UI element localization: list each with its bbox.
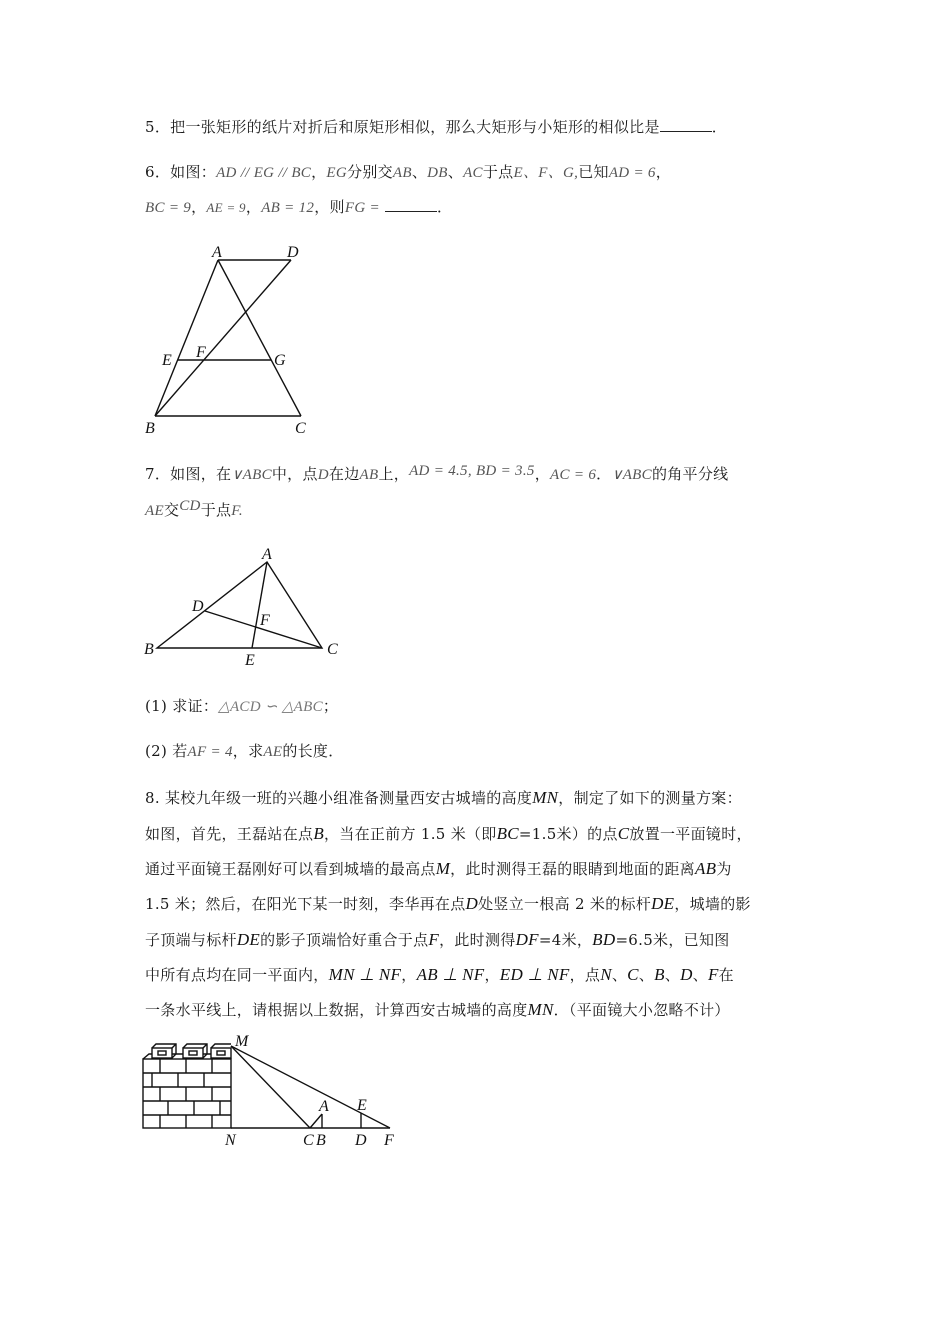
math: BC — [496, 824, 519, 843]
math: C — [627, 965, 639, 984]
math: ∨ABC — [611, 467, 652, 483]
text: ， — [401, 966, 417, 984]
math: M — [435, 859, 451, 878]
math: AB ⊥ NF — [416, 965, 485, 984]
math: B — [654, 965, 665, 984]
math: AB — [694, 859, 717, 878]
text: 放置一平面镜时， — [629, 825, 752, 843]
text: ，此时测得王磊的眼睛到地面的距离 — [450, 860, 695, 878]
q7-label-C: C — [327, 641, 338, 658]
q5-number: 5． — [145, 118, 171, 136]
q7-label-F: F — [260, 612, 270, 629]
text: 已知 — [578, 163, 609, 181]
math: N — [600, 965, 612, 984]
q8-label-B: B — [316, 1132, 326, 1149]
text: 通过平面镜王磊刚好可以看到城墙的最高点 — [145, 860, 436, 878]
math: MN — [532, 788, 559, 807]
q7-label-D: D — [192, 598, 204, 615]
math: AF = 4 — [187, 744, 233, 760]
math: AD = 6 — [608, 165, 656, 181]
q7-label-B: B — [144, 641, 154, 658]
text: ， — [655, 163, 672, 181]
math: EG — [326, 165, 348, 181]
math: AD // EG // BC — [216, 165, 312, 181]
text: ， — [311, 163, 327, 181]
q6-label-D: D — [287, 244, 299, 261]
math: DB — [427, 165, 448, 181]
q5-end: ． — [711, 118, 728, 136]
text: 、 — [664, 966, 681, 984]
text: ，当在正前方 1.5 米（即 — [324, 825, 497, 843]
text: 如图，首先，王磊站在点 — [145, 825, 314, 843]
math: D — [465, 894, 479, 913]
text: 、 — [411, 163, 428, 181]
text: ．（平面镜大小忽略不计） — [553, 1001, 730, 1019]
text: =6.5米，已知图 — [615, 931, 730, 949]
text: =1.5米）的点 — [518, 825, 618, 843]
text: 分别交 — [347, 163, 393, 181]
math: DF — [515, 930, 539, 949]
math: D — [317, 467, 329, 483]
text: ， — [245, 198, 262, 216]
text: 子顶端与标杆 — [145, 931, 237, 949]
text: ， — [534, 465, 551, 483]
text: (2) 若 — [145, 742, 188, 760]
text: 的角平分线 — [651, 465, 729, 483]
text: ． — [437, 198, 453, 216]
text: 、 — [447, 163, 464, 181]
math: AB — [359, 467, 379, 483]
text: ， — [191, 198, 207, 216]
math: AB — [392, 165, 412, 181]
q7-label-A: A — [262, 546, 272, 563]
math: DE — [651, 894, 675, 913]
text: ，制定了如下的测量方案： — [558, 789, 742, 807]
math: AE — [263, 744, 283, 760]
text: =4米， — [538, 931, 593, 949]
q6-label-C: C — [295, 420, 306, 437]
text: 8. 某校九年级一班的兴趣小组准备测量西安古城墙的高度 — [145, 789, 533, 807]
math: ∨ABC — [231, 467, 272, 483]
q6-label-B: B — [145, 420, 155, 437]
math: F — [428, 930, 440, 949]
text: 交 — [163, 501, 180, 519]
q8-label-A: A — [319, 1098, 329, 1115]
math: CD — [179, 498, 201, 514]
math: D — [680, 965, 693, 984]
text: ，城墙的影 — [674, 895, 751, 913]
math: AB = 12 — [261, 200, 315, 216]
q7-label-E: E — [245, 652, 255, 669]
text: 处竖立一根高 2 米的标杆 — [478, 895, 652, 913]
q8-label-F: F — [384, 1132, 394, 1149]
text: 、 — [611, 966, 628, 984]
math: F. — [231, 503, 243, 519]
text: 、 — [692, 966, 708, 984]
math: ED ⊥ NF — [499, 965, 570, 984]
math: MN — [527, 1000, 554, 1019]
text: 为 — [716, 860, 732, 878]
text: 在 — [718, 966, 734, 984]
math: AE = 9 — [206, 200, 246, 215]
q8-label-E: E — [357, 1097, 367, 1114]
math: DE — [236, 930, 261, 949]
math: E、F、G, — [513, 165, 579, 181]
math: F — [707, 965, 719, 984]
math: C — [617, 824, 630, 843]
text: 上， — [378, 465, 410, 483]
q6-label-F: F — [196, 344, 206, 361]
text: 1.5 米；然后，在阳光下某一时刻，李华再在点 — [145, 895, 466, 913]
math: B — [313, 824, 324, 843]
math: AD = 4.5, BD = 3.5 — [409, 463, 535, 479]
q8-label-C: C — [303, 1132, 314, 1149]
q6-label-E: E — [162, 352, 172, 369]
text: ，求 — [232, 742, 264, 760]
math: BD — [592, 930, 616, 949]
q5-text: 把一张矩形的纸片对折后和原矩形相似，那么大矩形与小矩形的相似比是 — [170, 118, 660, 136]
q6-number: 6． — [145, 163, 171, 181]
math: MN ⊥ NF — [328, 965, 402, 984]
text: ； — [322, 697, 339, 715]
text: 中所有点均在同一平面内， — [145, 966, 329, 984]
q6-label-G: G — [274, 352, 286, 369]
q8-label-N: N — [225, 1132, 236, 1149]
math: FG = — [344, 200, 380, 216]
q8-label-M: M — [235, 1033, 249, 1050]
text: 、 — [638, 966, 655, 984]
text: ，点 — [569, 966, 601, 984]
text: 的影子顶端恰好重合于点 — [260, 931, 429, 949]
q7-number: 7． — [145, 465, 171, 483]
text: 的长度． — [282, 742, 344, 760]
text: ． — [596, 465, 612, 483]
math: AC — [463, 165, 483, 181]
math: BC = 9 — [145, 200, 192, 216]
text: 于点 — [482, 163, 514, 181]
q8-label-D: D — [355, 1132, 367, 1149]
text: ，此时测得 — [439, 931, 516, 949]
text: 如图： — [170, 163, 217, 181]
text: 如图，在 — [170, 465, 232, 483]
text: 一条水平线上，请根据以上数据，计算西安古城墙的高度 — [145, 1001, 528, 1019]
text: ， — [484, 966, 500, 984]
text: ，则 — [314, 198, 345, 216]
math: AE — [145, 503, 164, 519]
math: AC = 6 — [550, 467, 597, 483]
math: △ACD ∽ △ABC — [218, 699, 323, 715]
city-wall-icon — [143, 1044, 231, 1128]
q8-figure-lines — [231, 1046, 390, 1128]
text: 中，点 — [271, 465, 318, 483]
text: 在边 — [328, 465, 360, 483]
text: 于点 — [200, 501, 232, 519]
text: (1) 求证： — [145, 697, 219, 715]
q6-label-A: A — [212, 244, 222, 261]
